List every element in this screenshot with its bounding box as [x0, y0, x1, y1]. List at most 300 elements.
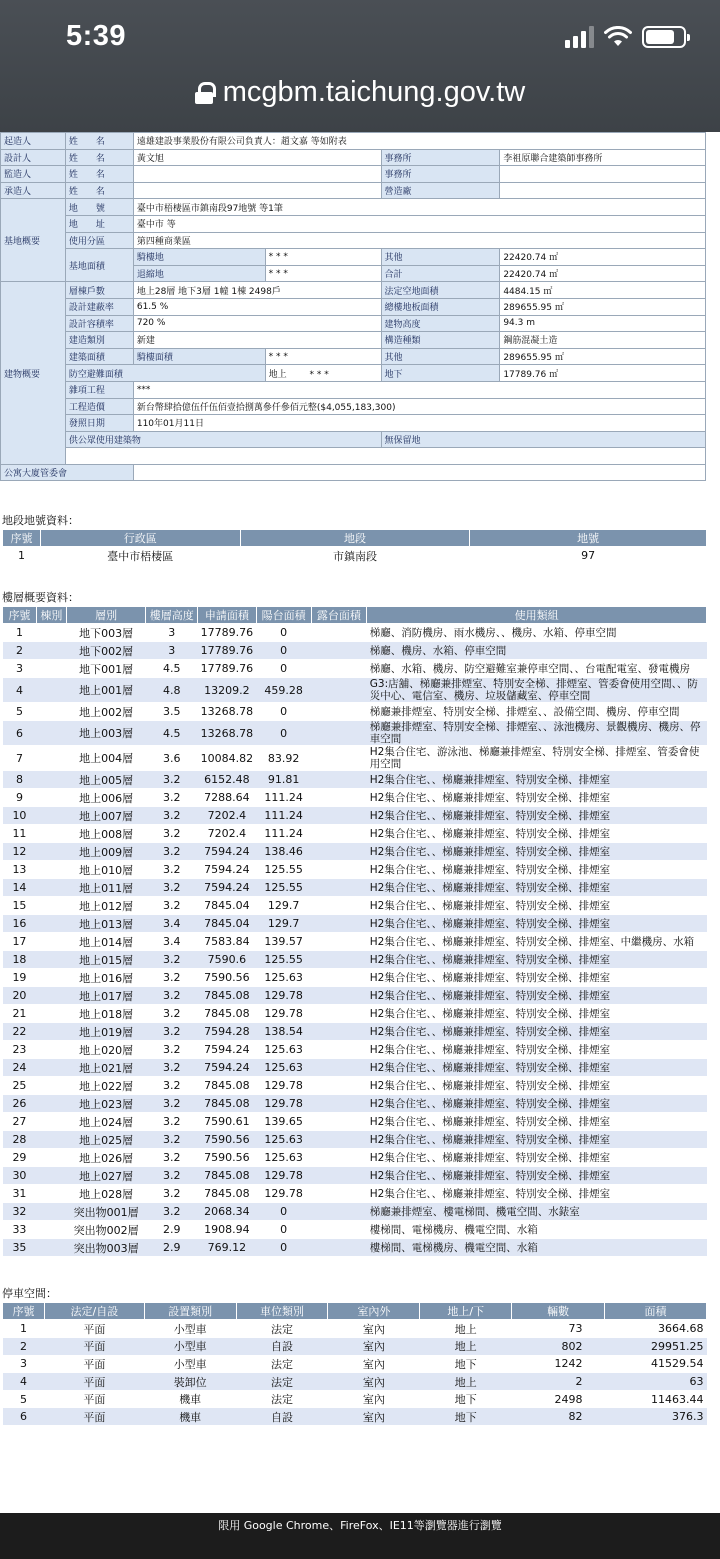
- usage-cell: H2集合住宅、、梯廳兼排煙室、特別安全梯、排煙室: [367, 1095, 707, 1113]
- table-cell: 17789.76: [198, 624, 257, 642]
- table-cell: 4.8: [146, 678, 198, 703]
- table-cell: [311, 1077, 367, 1095]
- table-cell: 3.2: [146, 1185, 198, 1203]
- table-cell: 5: [3, 1390, 45, 1408]
- table-cell: 7590.56: [198, 1131, 257, 1149]
- table-row: [3, 547, 707, 565]
- table-cell: 室內: [328, 1355, 420, 1373]
- table-cell: 769.12: [198, 1239, 257, 1257]
- table-cell: [311, 703, 367, 721]
- table-cell: 10084.82: [198, 746, 257, 771]
- column-header: 地上/下: [420, 1303, 512, 1320]
- battery-icon: [642, 26, 686, 48]
- column-header: 序號: [3, 530, 41, 547]
- table-cell: 63: [605, 1373, 707, 1391]
- table-cell: 7202.4: [198, 807, 257, 825]
- url-bar[interactable]: [0, 76, 720, 109]
- table-cell: [311, 624, 367, 642]
- table-cell: 地上009層: [66, 843, 146, 861]
- table-row: [3, 879, 707, 897]
- usage-cell: H2集合住宅、、梯廳兼排煙室、特別安全梯、排煙室: [367, 1041, 707, 1059]
- table-cell: 2: [3, 642, 37, 660]
- table-row: [3, 678, 707, 703]
- table-cell: [311, 861, 367, 879]
- floor-section-title: 樓層概要資料：: [2, 591, 79, 605]
- table-cell: 17: [3, 933, 37, 951]
- column-header: 序號: [3, 607, 37, 624]
- column-header: 地段: [240, 530, 470, 547]
- table-cell: [311, 897, 367, 915]
- table-row: [3, 987, 707, 1005]
- table-cell: 自設: [236, 1338, 328, 1356]
- table-cell: 0: [256, 1203, 311, 1221]
- column-header: 申請面積: [198, 607, 257, 624]
- info-label: 設計建蔽率: [65, 298, 133, 315]
- table-cell: 小型車: [144, 1338, 236, 1356]
- table-row: [3, 771, 707, 789]
- wifi-icon: [604, 26, 632, 48]
- table-cell: 地上007層: [66, 807, 146, 825]
- table-cell: 125.63: [256, 969, 311, 987]
- table-cell: 機車: [144, 1408, 236, 1426]
- table-row: [3, 789, 707, 807]
- table-cell: 1908.94: [198, 1221, 257, 1239]
- lot-table: [2, 529, 707, 565]
- table-cell: 7594.28: [198, 1023, 257, 1041]
- table-cell: 機車: [144, 1390, 236, 1408]
- table-cell: 29: [3, 1149, 37, 1167]
- table-cell: 地上008層: [66, 825, 146, 843]
- table-cell: 3.2: [146, 1005, 198, 1023]
- table-row: [3, 1077, 707, 1095]
- table-cell: 138.46: [256, 843, 311, 861]
- usage-cell: H2集合住宅、、梯廳兼排煙室、特別安全梯、排煙室: [367, 1149, 707, 1167]
- table-cell: 平面: [44, 1355, 144, 1373]
- table-cell: 地上018層: [66, 1005, 146, 1023]
- table-cell: 2068.34: [198, 1203, 257, 1221]
- table-cell: 地下: [420, 1390, 512, 1408]
- table-cell: 32: [3, 1203, 37, 1221]
- info-label: 防空避難面積: [65, 365, 265, 382]
- table-cell: 地上015層: [66, 951, 146, 969]
- table-cell: [36, 703, 66, 721]
- table-cell: 27: [3, 1113, 37, 1131]
- table-cell: 0: [256, 660, 311, 678]
- info-value: 李祖原聯合建築師事務所: [500, 149, 706, 166]
- usage-cell: H2集合住宅、、梯廳兼排煙室、特別安全梯、排煙室: [367, 987, 707, 1005]
- table-cell: 2498: [512, 1390, 605, 1408]
- column-header: 地號: [470, 530, 707, 547]
- table-cell: [36, 1203, 66, 1221]
- table-cell: 0: [256, 624, 311, 642]
- permit-info-table: [0, 132, 706, 481]
- table-cell: 13268.78: [198, 703, 257, 721]
- table-row: [3, 951, 707, 969]
- table-cell: 室內: [328, 1320, 420, 1338]
- info-label: 建築面積: [65, 348, 133, 365]
- usage-cell: 樓梯間、電梯機房、機電空間、水箱: [367, 1221, 707, 1239]
- table-row: [3, 1005, 707, 1023]
- table-cell: 地上021層: [66, 1059, 146, 1077]
- table-cell: 4: [3, 678, 37, 703]
- info-label: 騎樓地: [133, 249, 265, 266]
- table-row: [3, 915, 707, 933]
- table-cell: 1: [3, 1320, 45, 1338]
- table-cell: 4: [3, 1373, 45, 1391]
- table-cell: [311, 789, 367, 807]
- table-cell: 3.2: [146, 825, 198, 843]
- table-cell: 2.9: [146, 1239, 198, 1257]
- table-cell: 41529.54: [605, 1355, 707, 1373]
- table-cell: 2: [512, 1373, 605, 1391]
- usage-cell: H2集合住宅、、梯廳兼排煙室、特別安全梯、排煙室: [367, 1023, 707, 1041]
- table-cell: 129.78: [256, 1077, 311, 1095]
- table-cell: 3.2: [146, 951, 198, 969]
- table-cell: [36, 721, 66, 746]
- table-cell: 突出物002層: [66, 1221, 146, 1239]
- table-cell: 7845.08: [198, 1077, 257, 1095]
- usage-cell: H2集合住宅、、梯廳兼排煙室、特別安全梯、排煙室: [367, 789, 707, 807]
- table-cell: 室內: [328, 1338, 420, 1356]
- usage-cell: H2集合住宅、、梯廳兼排煙室、特別安全梯、排煙室: [367, 1059, 707, 1077]
- info-value: 61.5 %: [133, 298, 381, 315]
- info-label: 雜項工程: [65, 381, 133, 398]
- table-cell: [311, 1005, 367, 1023]
- info-value: [133, 182, 381, 199]
- table-cell: 地下: [420, 1355, 512, 1373]
- table-cell: [36, 807, 66, 825]
- table-cell: [36, 1041, 66, 1059]
- table-cell: [36, 789, 66, 807]
- table-cell: 9: [3, 789, 37, 807]
- usage-cell: H2集合住宅、、梯廳兼排煙室、特別安全梯、排煙室: [367, 861, 707, 879]
- table-cell: [311, 807, 367, 825]
- table-cell: 3: [146, 624, 198, 642]
- usage-cell: H2集合住宅、、梯廳兼排煙室、特別安全梯、排煙室: [367, 915, 707, 933]
- usage-cell: 梯廳、水箱、機房、防空避難室兼停車空間、、台電配電室、發電機房: [367, 660, 707, 678]
- usage-cell: H2集合住宅、、梯廳兼排煙室、特別安全梯、排煙室: [367, 1167, 707, 1185]
- table-cell: 7594.24: [198, 1041, 257, 1059]
- table-cell: 13: [3, 861, 37, 879]
- table-cell: 23: [3, 1041, 37, 1059]
- table-cell: 7288.64: [198, 789, 257, 807]
- parking-table-body: [3, 1320, 707, 1426]
- table-cell: 111.24: [256, 789, 311, 807]
- table-cell: 法定: [236, 1373, 328, 1391]
- table-row: [3, 660, 707, 678]
- table-cell: 13268.78: [198, 721, 257, 746]
- table-cell: 7594.24: [198, 879, 257, 897]
- table-cell: 0: [256, 1239, 311, 1257]
- table-row: [3, 969, 707, 987]
- table-cell: 31: [3, 1185, 37, 1203]
- table-cell: 6: [3, 721, 37, 746]
- table-cell: 139.57: [256, 933, 311, 951]
- table-cell: 7590.56: [198, 969, 257, 987]
- info-label: 地上: [268, 369, 287, 380]
- table-cell: [36, 969, 66, 987]
- table-cell: [311, 825, 367, 843]
- table-cell: 地上001層: [66, 678, 146, 703]
- table-cell: 地上: [420, 1338, 512, 1356]
- shelter-above-cell: [265, 365, 381, 382]
- table-cell: 地上: [420, 1320, 512, 1338]
- info-label: 層棟戶數: [65, 282, 133, 299]
- table-cell: 小型車: [144, 1355, 236, 1373]
- table-cell: [311, 678, 367, 703]
- table-cell: [36, 746, 66, 771]
- column-header: 序號: [3, 1303, 45, 1320]
- table-row: [3, 624, 707, 642]
- table-cell: 地上012層: [66, 897, 146, 915]
- table-cell: 地上025層: [66, 1131, 146, 1149]
- table-cell: 22: [3, 1023, 37, 1041]
- info-label: 承造人: [1, 182, 66, 199]
- info-value: 黃文旭: [133, 149, 381, 166]
- page-content: [0, 132, 720, 1426]
- info-label: 設計人: [1, 149, 66, 166]
- usage-cell: G3:店舖、梯廳兼排煙室、特別安全梯、排煙室、管委會使用空間、、防災中心、電信室、機房、垃圾儲藏室、停車空間: [367, 678, 707, 703]
- usage-cell: H2集合住宅、、梯廳兼排煙室、特別安全梯、排煙室: [367, 771, 707, 789]
- table-cell: [311, 1059, 367, 1077]
- table-cell: [36, 951, 66, 969]
- table-cell: [311, 915, 367, 933]
- table-cell: 5: [3, 703, 37, 721]
- table-cell: 7590.61: [198, 1113, 257, 1131]
- table-cell: 地上010層: [66, 861, 146, 879]
- table-cell: 3.2: [146, 1059, 198, 1077]
- table-cell: 法定: [236, 1390, 328, 1408]
- table-cell: 室內: [328, 1390, 420, 1408]
- info-value: 新建: [133, 332, 381, 349]
- table-cell: 20: [3, 987, 37, 1005]
- table-cell: 地上004層: [66, 746, 146, 771]
- floor-table-body: [3, 624, 707, 1257]
- table-cell: 3.2: [146, 807, 198, 825]
- parking-section-title: 停車空間：: [2, 1287, 57, 1301]
- table-cell: [311, 1221, 367, 1239]
- table-cell: [311, 969, 367, 987]
- table-cell: 18: [3, 951, 37, 969]
- table-cell: 24: [3, 1059, 37, 1077]
- table-row: [3, 933, 707, 951]
- table-cell: 平面: [44, 1338, 144, 1356]
- table-cell: 7594.24: [198, 861, 257, 879]
- info-value: 臺中市 等: [133, 215, 705, 232]
- table-cell: 3.2: [146, 987, 198, 1005]
- table-cell: 3.2: [146, 1203, 198, 1221]
- column-header: 樓層高度: [146, 607, 198, 624]
- table-cell: [36, 1149, 66, 1167]
- table-cell: 3.2: [146, 1131, 198, 1149]
- table-cell: 129.78: [256, 1095, 311, 1113]
- table-row: [3, 1320, 707, 1338]
- table-cell: 3.2: [146, 1149, 198, 1167]
- table-cell: 3.2: [146, 879, 198, 897]
- table-cell: 7845.08: [198, 987, 257, 1005]
- table-cell: 3.4: [146, 933, 198, 951]
- table-cell: 市鎮南段: [240, 547, 470, 565]
- table-cell: 125.55: [256, 951, 311, 969]
- info-label: 其他: [381, 249, 500, 266]
- info-value: * * *: [309, 369, 329, 380]
- table-row: [3, 1239, 707, 1257]
- table-cell: 3.2: [146, 1023, 198, 1041]
- table-cell: 35: [3, 1239, 37, 1257]
- table-cell: 97: [470, 547, 707, 565]
- table-cell: [311, 1239, 367, 1257]
- table-cell: 地下002層: [66, 642, 146, 660]
- info-label: 地 址: [65, 215, 133, 232]
- table-cell: 0: [256, 703, 311, 721]
- browser-notice-footer: [0, 1513, 720, 1559]
- table-cell: [36, 825, 66, 843]
- info-label: 建造類別: [65, 332, 133, 349]
- usage-cell: H2集合住宅、、梯廳兼排煙室、特別安全梯、排煙室: [367, 843, 707, 861]
- table-cell: 3.4: [146, 915, 198, 933]
- table-cell: 地上016層: [66, 969, 146, 987]
- table-cell: 3.2: [146, 1113, 198, 1131]
- table-row: [3, 1355, 707, 1373]
- table-cell: 地上: [420, 1373, 512, 1391]
- table-cell: 33: [3, 1221, 37, 1239]
- table-cell: 16: [3, 915, 37, 933]
- table-cell: 2: [3, 1338, 45, 1356]
- table-row: [3, 1023, 707, 1041]
- table-cell: [36, 1005, 66, 1023]
- table-cell: [311, 1203, 367, 1221]
- parking-table: [2, 1302, 707, 1426]
- table-cell: 459.28: [256, 678, 311, 703]
- usage-cell: 樓梯間、電梯機房、機電空間、水箱: [367, 1239, 707, 1257]
- info-value: 臺中市梧棲區市鎮南段97地號 等1筆: [133, 199, 705, 216]
- column-header: 陽台面積: [256, 607, 311, 624]
- table-cell: [311, 1095, 367, 1113]
- info-label: 無保留地: [381, 431, 705, 448]
- table-cell: 15: [3, 897, 37, 915]
- table-cell: 3.2: [146, 789, 198, 807]
- table-cell: 地上013層: [66, 915, 146, 933]
- info-value: 289655.95 ㎡: [500, 348, 706, 365]
- table-cell: [311, 1023, 367, 1041]
- table-cell: 7202.4: [198, 825, 257, 843]
- table-cell: 7845.08: [198, 1185, 257, 1203]
- table-cell: 地上017層: [66, 987, 146, 1005]
- table-cell: 13209.2: [198, 678, 257, 703]
- info-value: 22420.74 ㎡: [500, 249, 706, 266]
- table-row: [3, 1167, 707, 1185]
- table-cell: 3: [146, 642, 198, 660]
- table-row: [3, 1185, 707, 1203]
- table-cell: [36, 933, 66, 951]
- table-row: [3, 1149, 707, 1167]
- table-cell: 4.5: [146, 721, 198, 746]
- table-cell: 3.2: [146, 1167, 198, 1185]
- table-cell: 129.7: [256, 897, 311, 915]
- column-header: 露台面積: [311, 607, 367, 624]
- table-cell: 129.7: [256, 915, 311, 933]
- table-row: [3, 843, 707, 861]
- table-cell: [36, 1113, 66, 1131]
- table-cell: [36, 861, 66, 879]
- info-label: 地下: [381, 365, 500, 382]
- usage-cell: 梯廳兼排煙室、特別安全梯、排煙室、、泳池機房、景觀機房、機房、停車空間: [367, 721, 707, 746]
- table-cell: 7845.08: [198, 1095, 257, 1113]
- usage-cell: H2集合住宅、、梯廳兼排煙室、特別安全梯、排煙室: [367, 897, 707, 915]
- info-sublabel: 姓 名: [65, 149, 133, 166]
- table-cell: [36, 1095, 66, 1113]
- table-row: [3, 807, 707, 825]
- table-cell: 82: [512, 1408, 605, 1426]
- usage-cell: H2集合住宅、、梯廳兼排煙室、特別安全梯、排煙室: [367, 1077, 707, 1095]
- table-cell: 地上020層: [66, 1041, 146, 1059]
- table-row: [3, 897, 707, 915]
- table-cell: 3.2: [146, 771, 198, 789]
- info-value: 110年01月11日: [133, 415, 705, 432]
- table-cell: 突出物001層: [66, 1203, 146, 1221]
- info-value: 新台幣肆拾億伍仟伍佰壹拾捌萬參仟參佰元整($4,055,183,300): [133, 398, 705, 415]
- table-cell: [36, 897, 66, 915]
- table-cell: 14: [3, 879, 37, 897]
- table-cell: [36, 1167, 66, 1185]
- column-header: 輛數: [512, 1303, 605, 1320]
- table-cell: 125.63: [256, 1149, 311, 1167]
- info-label: 營造廠: [381, 182, 500, 199]
- table-cell: [36, 1221, 66, 1239]
- table-cell: [311, 951, 367, 969]
- table-cell: [36, 1185, 66, 1203]
- status-icons: [565, 25, 686, 49]
- table-cell: 125.63: [256, 1041, 311, 1059]
- info-value: 遠雄建設事業股份有限公司負責人：趙文嘉 等如附表: [133, 133, 705, 150]
- info-label: 其他: [381, 348, 500, 365]
- info-value: 720 %: [133, 315, 381, 332]
- table-cell: 臺中市梧棲區: [40, 547, 240, 565]
- info-label: 公寓大廈管委會: [1, 464, 134, 481]
- column-header: 室內外: [328, 1303, 420, 1320]
- column-header: 層別: [66, 607, 146, 624]
- info-value: ***: [133, 381, 705, 398]
- info-sublabel: 姓 名: [65, 166, 133, 183]
- table-cell: 室內: [328, 1408, 420, 1426]
- table-cell: 7845.04: [198, 897, 257, 915]
- table-cell: [36, 843, 66, 861]
- table-cell: 地上026層: [66, 1149, 146, 1167]
- table-cell: 0: [256, 642, 311, 660]
- info-value: 94.3 m: [500, 315, 706, 332]
- info-label: 設計容積率: [65, 315, 133, 332]
- table-cell: 平面: [44, 1373, 144, 1391]
- table-cell: 3.2: [146, 1041, 198, 1059]
- table-cell: 3664.68: [605, 1320, 707, 1338]
- table-cell: [36, 1077, 66, 1095]
- info-label: 地 號: [65, 199, 133, 216]
- info-sublabel: 姓 名: [65, 133, 133, 150]
- table-cell: 平面: [44, 1320, 144, 1338]
- info-label: 事務所: [381, 149, 500, 166]
- table-cell: [311, 1185, 367, 1203]
- table-cell: 29951.25: [605, 1338, 707, 1356]
- table-cell: 地下003層: [66, 624, 146, 642]
- table-cell: [36, 1239, 66, 1257]
- table-cell: 自設: [236, 1408, 328, 1426]
- info-value: [133, 464, 705, 481]
- table-cell: [36, 660, 66, 678]
- table-cell: [36, 642, 66, 660]
- column-header: 使用類組: [367, 607, 707, 624]
- table-cell: 地上014層: [66, 933, 146, 951]
- table-cell: 法定: [236, 1320, 328, 1338]
